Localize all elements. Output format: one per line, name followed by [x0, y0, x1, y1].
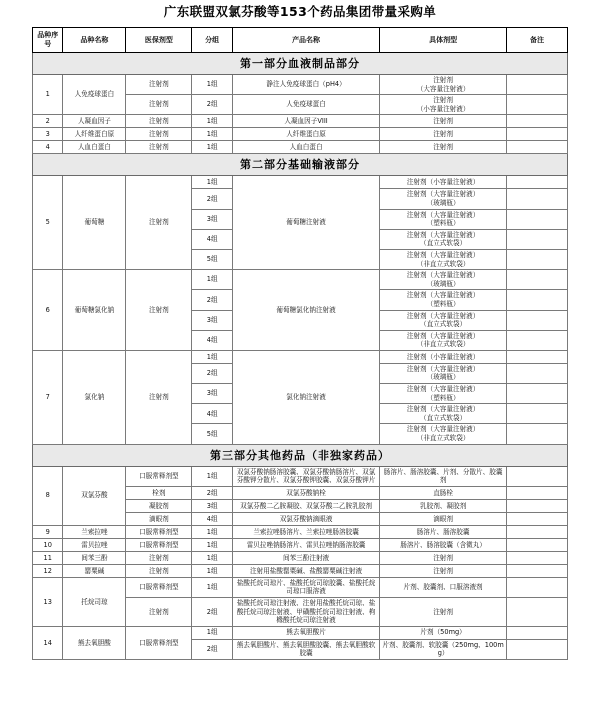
cell-group: 1组 — [192, 538, 233, 551]
section-banner-label: 第一部分血液制品部分 — [33, 53, 568, 75]
cell-note — [507, 538, 568, 551]
cell-note — [507, 350, 568, 363]
cell-index: 8 — [33, 466, 63, 525]
procurement-table — [32, 27, 568, 660]
cell-specific-form: 注射剂（小容量注射液） — [380, 350, 507, 363]
cell-specific-form: 滴眼剂 — [380, 512, 507, 525]
cell-note — [507, 310, 568, 330]
cell-index: 9 — [33, 525, 63, 538]
cell-note — [507, 176, 568, 189]
cell-note — [507, 115, 568, 128]
cell-variety-name: 间苯三酚 — [63, 551, 126, 564]
column-header-product-name: 产品名称 — [232, 28, 379, 53]
cell-variety-name: 双氯芬酸 — [63, 466, 126, 525]
cell-product-name: 人免疫球蛋白 — [232, 95, 379, 115]
cell-index: 4 — [33, 141, 63, 154]
cell-index: 2 — [33, 115, 63, 128]
cell-specific-form: 注射剂（大容量注射液） （玻璃瓶） — [380, 363, 507, 383]
section-banner-row — [33, 154, 568, 176]
cell-variety-name: 人凝血因子 — [63, 115, 126, 128]
cell-note — [507, 577, 568, 597]
cell-note — [507, 404, 568, 424]
cell-variety-name: 氯化钠 — [63, 350, 126, 444]
cell-product-name: 双氯芬酸钠栓 — [232, 486, 379, 499]
cell-note — [507, 270, 568, 290]
cell-note — [507, 189, 568, 209]
table-row — [33, 128, 568, 141]
cell-note — [507, 249, 568, 269]
cell-index: 5 — [33, 176, 63, 270]
page-title: 广东联盟双氯芬酸等153个药品集团带量采购单 — [163, 4, 437, 19]
cell-specific-form: 注射剂（小容量注射液） — [380, 176, 507, 189]
cell-insurance-form: 口服常释剂型 — [126, 525, 192, 538]
cell-specific-form: 注射剂 — [380, 551, 507, 564]
cell-product-name: 双氯芬酸二乙胺凝胶、双氯芬酸二乙胺乳胶剂 — [232, 499, 379, 512]
cell-note — [507, 363, 568, 383]
cell-group: 1组 — [192, 564, 233, 577]
section-banner-label: 第二部分基础输液部分 — [33, 154, 568, 176]
cell-group: 2组 — [192, 95, 233, 115]
cell-specific-form: 注射剂 — [380, 115, 507, 128]
cell-group: 4组 — [192, 404, 233, 424]
cell-group: 1组 — [192, 577, 233, 597]
cell-group: 2组 — [192, 290, 233, 310]
cell-variety-name: 葡萄糖 — [63, 176, 126, 270]
cell-group: 1组 — [192, 466, 233, 486]
cell-product-name: 葡萄糖注射液 — [232, 176, 379, 270]
cell-group: 1组 — [192, 176, 233, 189]
table-row — [33, 577, 568, 597]
cell-specific-form: 注射剂 — [380, 564, 507, 577]
cell-specific-form: 片剂（50mg） — [380, 626, 507, 639]
cell-specific-form: 注射剂（大容量注射液） （直立式软袋） — [380, 404, 507, 424]
cell-specific-form: 注射剂 （大容量注射液） — [380, 75, 507, 95]
cell-group: 2组 — [192, 639, 233, 659]
cell-insurance-form: 口服常释剂型 — [126, 577, 192, 597]
cell-variety-name: 熊去氧胆酸 — [63, 626, 126, 659]
cell-insurance-form: 凝胶剂 — [126, 499, 192, 512]
cell-note — [507, 466, 568, 486]
cell-specific-form: 注射剂（大容量注射液） （直立式软袋） — [380, 310, 507, 330]
cell-note — [507, 525, 568, 538]
table-row — [33, 115, 568, 128]
cell-variety-name: 托烷司琼 — [63, 577, 126, 626]
cell-specific-form: 注射剂（大容量注射液） （塑料瓶） — [380, 384, 507, 404]
cell-specific-form: 乳胶剂、凝胶剂 — [380, 499, 507, 512]
cell-group: 2组 — [192, 486, 233, 499]
cell-note — [507, 424, 568, 444]
cell-note — [507, 626, 568, 639]
section-banner-row — [33, 444, 568, 466]
cell-group: 1组 — [192, 128, 233, 141]
cell-index: 3 — [33, 128, 63, 141]
cell-group: 3组 — [192, 499, 233, 512]
cell-product-name: 静注人免疫球蛋白（pH4） — [232, 75, 379, 95]
cell-specific-form: 肠溶片、肠溶胶囊 — [380, 525, 507, 538]
cell-specific-form: 注射剂 （小容量注射液） — [380, 95, 507, 115]
cell-product-name: 氯化钠注射液 — [232, 350, 379, 444]
cell-group: 1组 — [192, 525, 233, 538]
table-row — [33, 525, 568, 538]
table-body — [33, 53, 568, 660]
cell-note — [507, 229, 568, 249]
cell-specific-form: 注射剂 — [380, 141, 507, 154]
cell-variety-name: 人免疫球蛋白 — [63, 75, 126, 115]
cell-insurance-form: 滴眼剂 — [126, 512, 192, 525]
cell-note — [507, 128, 568, 141]
table-row — [33, 466, 568, 486]
cell-product-name: 双氯芬酸钠肠溶胶囊、双氯芬酸钠肠溶片、双氯芬酸钾分散片、双氯芬酸钾胶囊、双氯芬酸钾片 — [232, 466, 379, 486]
section-banner-label: 第三部分其他药品（非独家药品） — [33, 444, 568, 466]
cell-group: 3组 — [192, 384, 233, 404]
column-header-specific-form: 具体剂型 — [380, 28, 507, 53]
cell-group: 1组 — [192, 75, 233, 95]
cell-specific-form: 注射剂（大容量注射液） （直立式软袋） — [380, 229, 507, 249]
column-header-note: 备注 — [507, 28, 568, 53]
cell-specific-form: 片剂、胶囊剂、口服溶液剂 — [380, 577, 507, 597]
cell-note — [507, 209, 568, 229]
cell-index: 11 — [33, 551, 63, 564]
cell-insurance-form: 口服常释剂型 — [126, 626, 192, 659]
table-row — [33, 270, 568, 290]
cell-note — [507, 384, 568, 404]
cell-group: 5组 — [192, 424, 233, 444]
cell-variety-name: 兰索拉唑 — [63, 525, 126, 538]
cell-specific-form: 注射剂（大容量注射液） （塑料瓶） — [380, 290, 507, 310]
cell-group: 2组 — [192, 598, 233, 627]
cell-group: 1组 — [192, 350, 233, 363]
cell-product-name: 间苯三酚注射液 — [232, 551, 379, 564]
table-row — [33, 176, 568, 189]
cell-insurance-form: 口服常释剂型 — [126, 466, 192, 486]
cell-specific-form: 注射剂（大容量注射液） （非直立式软袋） — [380, 330, 507, 350]
cell-specific-form: 注射剂（大容量注射液） （玻璃瓶） — [380, 189, 507, 209]
column-header-index: 品种序号 — [33, 28, 63, 53]
cell-product-name: 人凝血因子VIII — [232, 115, 379, 128]
cell-product-name: 熊去氧胆酸片、熊去氧胆酸胶囊、熊去氧胆酸软胶囊 — [232, 639, 379, 659]
table-row — [33, 626, 568, 639]
cell-group: 2组 — [192, 363, 233, 383]
cell-note — [507, 499, 568, 512]
table-row — [33, 350, 568, 363]
cell-note — [507, 290, 568, 310]
cell-note — [507, 512, 568, 525]
cell-product-name: 雷贝拉唑钠肠溶片、雷贝拉唑钠肠溶胶囊 — [232, 538, 379, 551]
cell-insurance-form: 注射剂 — [126, 128, 192, 141]
cell-variety-name: 罂粟碱 — [63, 564, 126, 577]
cell-specific-form: 注射剂 — [380, 128, 507, 141]
cell-product-name: 熊去氧胆酸片 — [232, 626, 379, 639]
cell-group: 1组 — [192, 270, 233, 290]
cell-variety-name: 人血白蛋白 — [63, 141, 126, 154]
section-banner-row — [33, 53, 568, 75]
cell-index: 1 — [33, 75, 63, 115]
cell-insurance-form: 注射剂 — [126, 75, 192, 95]
cell-insurance-form: 注射剂 — [126, 95, 192, 115]
cell-note — [507, 141, 568, 154]
cell-product-name: 盐酸托烷司琼注射液、注射用盐酸托烷司琼、盐酸托烷司琼注射液、甲磺酸托烷司琼注射液、枸橼酸托烷司琼注射液 — [232, 598, 379, 627]
cell-variety-name: 人纤维蛋白原 — [63, 128, 126, 141]
cell-product-name: 人纤维蛋白原 — [232, 128, 379, 141]
cell-note — [507, 330, 568, 350]
cell-product-name: 兰索拉唑肠溶片、兰索拉唑肠溶胶囊 — [232, 525, 379, 538]
cell-group: 2组 — [192, 189, 233, 209]
cell-group: 1组 — [192, 626, 233, 639]
cell-insurance-form: 注射剂 — [126, 350, 192, 444]
cell-product-name: 双氯芬酸钠滴眼液 — [232, 512, 379, 525]
cell-specific-form: 注射剂（大容量注射液） （塑料瓶） — [380, 209, 507, 229]
cell-note — [507, 598, 568, 627]
column-header-group: 分组 — [192, 28, 233, 53]
cell-specific-form: 注射剂（大容量注射液） （玻璃瓶） — [380, 270, 507, 290]
cell-product-name: 人血白蛋白 — [232, 141, 379, 154]
cell-specific-form: 直肠栓 — [380, 486, 507, 499]
cell-insurance-form: 注射剂 — [126, 564, 192, 577]
cell-note — [507, 95, 568, 115]
cell-product-name: 葡萄糖氯化钠注射液 — [232, 270, 379, 351]
table-row — [33, 564, 568, 577]
cell-index: 10 — [33, 538, 63, 551]
table-header-row — [33, 28, 568, 53]
cell-group: 1组 — [192, 141, 233, 154]
cell-specific-form: 片剂、胶囊剂、软胶囊（250mg、100mg） — [380, 639, 507, 659]
cell-index: 12 — [33, 564, 63, 577]
cell-index: 6 — [33, 270, 63, 351]
cell-specific-form: 注射剂（大容量注射液） （非直立式软袋） — [380, 424, 507, 444]
cell-insurance-form: 注射剂 — [126, 598, 192, 627]
cell-insurance-form: 注射剂 — [126, 141, 192, 154]
cell-specific-form: 肠溶片、肠溶胶囊、片剂、分散片、胶囊剂 — [380, 466, 507, 486]
cell-group: 1组 — [192, 115, 233, 128]
cell-product-name: 注射用盐酸罂粟碱、盐酸罂粟碱注射液 — [232, 564, 379, 577]
cell-group: 4组 — [192, 229, 233, 249]
cell-insurance-form: 注射剂 — [126, 551, 192, 564]
table-row — [33, 75, 568, 95]
cell-specific-form: 肠溶片、肠溶胶囊（含微丸） — [380, 538, 507, 551]
cell-group: 4组 — [192, 330, 233, 350]
cell-note — [507, 551, 568, 564]
cell-note — [507, 564, 568, 577]
cell-variety-name: 葡萄糖氯化钠 — [63, 270, 126, 351]
column-header-insurance-form: 医保剂型 — [126, 28, 192, 53]
procurement-document-page — [0, 4, 600, 725]
cell-insurance-form: 注射剂 — [126, 176, 192, 270]
cell-specific-form: 注射剂（大容量注射液） （非直立式软袋） — [380, 249, 507, 269]
cell-insurance-form: 注射剂 — [126, 270, 192, 351]
cell-index: 14 — [33, 626, 63, 659]
cell-product-name: 盐酸托烷司琼片、盐酸托烷司琼胶囊、盐酸托烷司琼口服溶液 — [232, 577, 379, 597]
cell-variety-name: 雷贝拉唑 — [63, 538, 126, 551]
cell-group: 3组 — [192, 310, 233, 330]
cell-specific-form: 注射剂 — [380, 598, 507, 627]
cell-insurance-form: 栓剂 — [126, 486, 192, 499]
cell-note — [507, 75, 568, 95]
cell-note — [507, 486, 568, 499]
cell-insurance-form: 口服常释剂型 — [126, 538, 192, 551]
table-row — [33, 141, 568, 154]
cell-index: 7 — [33, 350, 63, 444]
table-row — [33, 551, 568, 564]
cell-group: 5组 — [192, 249, 233, 269]
cell-group: 1组 — [192, 551, 233, 564]
cell-index: 13 — [33, 577, 63, 626]
table-header — [33, 28, 568, 53]
column-header-variety-name: 品种名称 — [63, 28, 126, 53]
cell-group: 4组 — [192, 512, 233, 525]
cell-note — [507, 639, 568, 659]
cell-insurance-form: 注射剂 — [126, 115, 192, 128]
table-row — [33, 538, 568, 551]
cell-group: 3组 — [192, 209, 233, 229]
